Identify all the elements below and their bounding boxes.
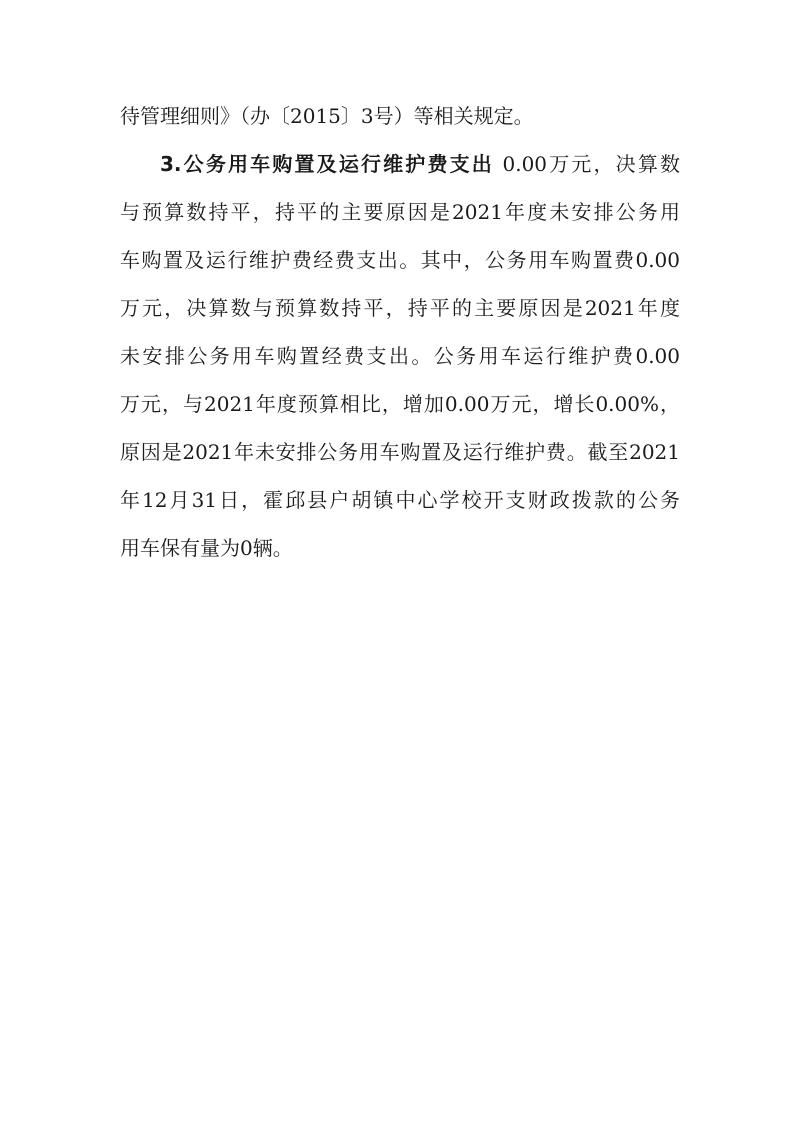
section-heading: 3.公务用车购置及运行维护费支出 xyxy=(160,152,494,176)
paragraph-line: 与预算数持平，持平的主要原因是2021年度未安排公务用 xyxy=(120,200,680,224)
paragraph-line: 0.00万元，决算数 xyxy=(502,152,680,176)
document-body xyxy=(120,92,680,572)
paragraph-line: 万元，与2021年度预算相比，增加0.00万元，增长0.00%， xyxy=(120,392,680,416)
paragraph-line: 车购置及运行维护费经费支出。其中，公务用车购置费0.00 xyxy=(120,248,680,272)
paragraph-line: 万元，决算数与预算数持平，持平的主要原因是2021年度 xyxy=(120,296,680,320)
paragraph-line: 原因是2021年未安排公务用车购置及运行维护费。截至2021 xyxy=(120,440,680,464)
paragraph-line: 年12月31日，霍邱县户胡镇中心学校开支财政拨款的公务 xyxy=(120,488,680,512)
paragraph-line: 用车保有量为0辆。 xyxy=(120,536,293,560)
paragraph-line: 待管理细则》（办〔2015〕3号）等相关规定。 xyxy=(120,104,534,128)
section-heading-line xyxy=(120,140,680,188)
paragraph-line: 未安排公务用车购置经费支出。公务用车运行维护费0.00 xyxy=(120,344,680,368)
